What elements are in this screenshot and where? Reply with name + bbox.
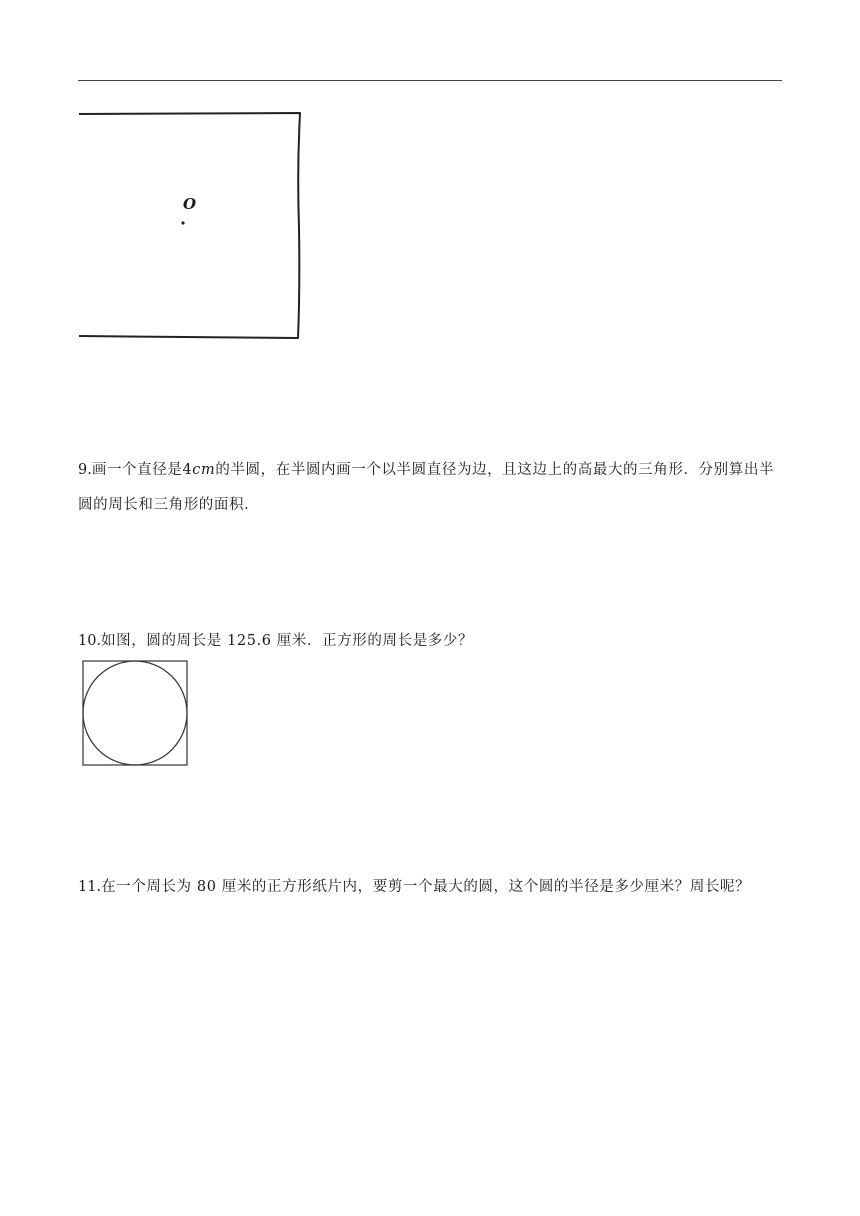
question-text: 如图，圆的周长是 125.6 厘米．正方形的周长是多少？ (101, 633, 474, 649)
question-text: 在一个周长为 80 厘米的正方形纸片内，要剪一个最大的圆，这个圆的半径是多少厘米？周长呢？ (101, 879, 751, 895)
question-number: 9. (78, 462, 92, 478)
question-10 (78, 624, 782, 659)
square-figure (76, 110, 304, 342)
inscribed-circle (83, 661, 187, 765)
square-outline (79, 113, 300, 338)
center-point (181, 221, 184, 224)
circle-in-square-drawing (82, 660, 188, 766)
question-text-continued: 的半圆，在半圆内画一个以半圆直径为边，且这边上的高最大的三角形．分别算出半圆的周长和三角形的面积． (78, 462, 775, 513)
question-9 (78, 453, 782, 523)
header-rule (78, 80, 782, 81)
diameter-unit: cm (192, 462, 216, 478)
point-label-o: O (183, 195, 197, 213)
question-number: 10. (78, 633, 102, 649)
question-text: 画一个直径是 (91, 462, 183, 478)
question-11 (78, 870, 782, 905)
question-number: 11. (78, 879, 102, 895)
square-figure-drawing (76, 110, 304, 342)
circle-in-square-figure (82, 660, 188, 766)
diameter-value: 4 (182, 462, 193, 478)
